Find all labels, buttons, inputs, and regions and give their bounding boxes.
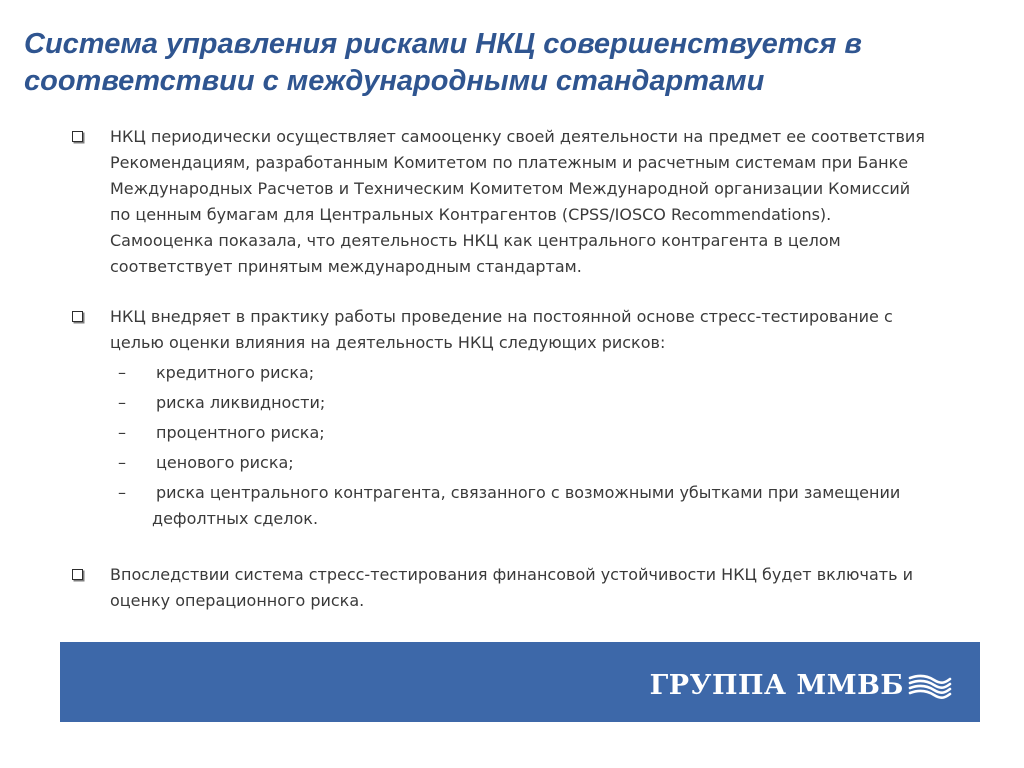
risk-list-item	[68, 420, 968, 446]
bullet-self-assessment	[68, 124, 968, 280]
slide-title-line: соответствии с международными стандартами	[24, 65, 765, 97]
bullet-line: Международных Расчетов и Техническим Комитетом Международной организации Комиссий	[110, 179, 911, 198]
risk-item-text: кредитного риска;	[156, 363, 315, 382]
bullet-text	[110, 304, 968, 356]
checkbox-bullet-icon	[72, 131, 83, 142]
dash-bullet: –	[118, 363, 126, 382]
dash-bullet: –	[118, 393, 126, 412]
dash-bullet: –	[118, 483, 126, 502]
checkbox-bullet-icon	[72, 569, 83, 580]
bullet-stress-testing	[68, 304, 968, 356]
risk-item-text: риска ликвидности;	[156, 393, 326, 412]
risk-list-item	[68, 480, 968, 532]
bullet-text	[110, 124, 968, 280]
slide-title	[24, 26, 984, 100]
dash-bullet: –	[118, 423, 126, 442]
footer-band	[60, 642, 980, 722]
risk-list-item	[68, 450, 968, 476]
risk-list-item	[68, 360, 968, 386]
slide-title-line: Система управления рисками НКЦ совершенствуется в	[24, 28, 862, 60]
bullet-operational-risk	[68, 562, 968, 614]
bullet-line: Впоследствии система стресс-тестирования финансовой устойчивости НКЦ будет включать и	[110, 565, 913, 584]
slide-content	[68, 124, 968, 614]
risk-list	[68, 360, 968, 532]
risk-item-text: риска центрального контрагента, связанного с возможными убытками при замещении	[156, 483, 901, 502]
bullet-line: НКЦ периодически осуществляет самооценку своей деятельности на предмет ее соответствия	[110, 127, 925, 146]
risk-item-text: ценового риска;	[156, 453, 294, 472]
mmvb-logo	[650, 670, 952, 701]
checkbox-bullet-icon	[72, 311, 83, 322]
dash-bullet: –	[118, 453, 126, 472]
bullet-text	[110, 562, 968, 614]
bullet-line: по ценным бумагам для Центральных Контрагентов (CPSS/IOSCO Recommendations).	[110, 205, 832, 224]
bullet-line: целью оценки влияния на деятельность НКЦ следующих рисков:	[110, 333, 666, 352]
bullet-line: оценку операционного риска.	[110, 591, 365, 610]
bullet-line: соответствует принятым международным стандартам.	[110, 257, 582, 276]
mmvb-logo-icon	[908, 672, 952, 700]
risk-item-text: дефолтных сделок.	[152, 509, 319, 528]
risk-list-item	[68, 390, 968, 416]
bullet-line: НКЦ внедряет в практику работы проведение на постоянной основе стресс-тестирование с	[110, 307, 893, 326]
bullet-line: Самооценка показала, что деятельность НКЦ как центрального контрагента в целом	[110, 231, 841, 250]
risk-item-text: процентного риска;	[156, 423, 325, 442]
bullet-line: Рекомендациям, разработанным Комитетом по платежным и расчетным системам при Банке	[110, 153, 909, 172]
logo-text: ГРУППА ММВБ	[649, 670, 904, 701]
